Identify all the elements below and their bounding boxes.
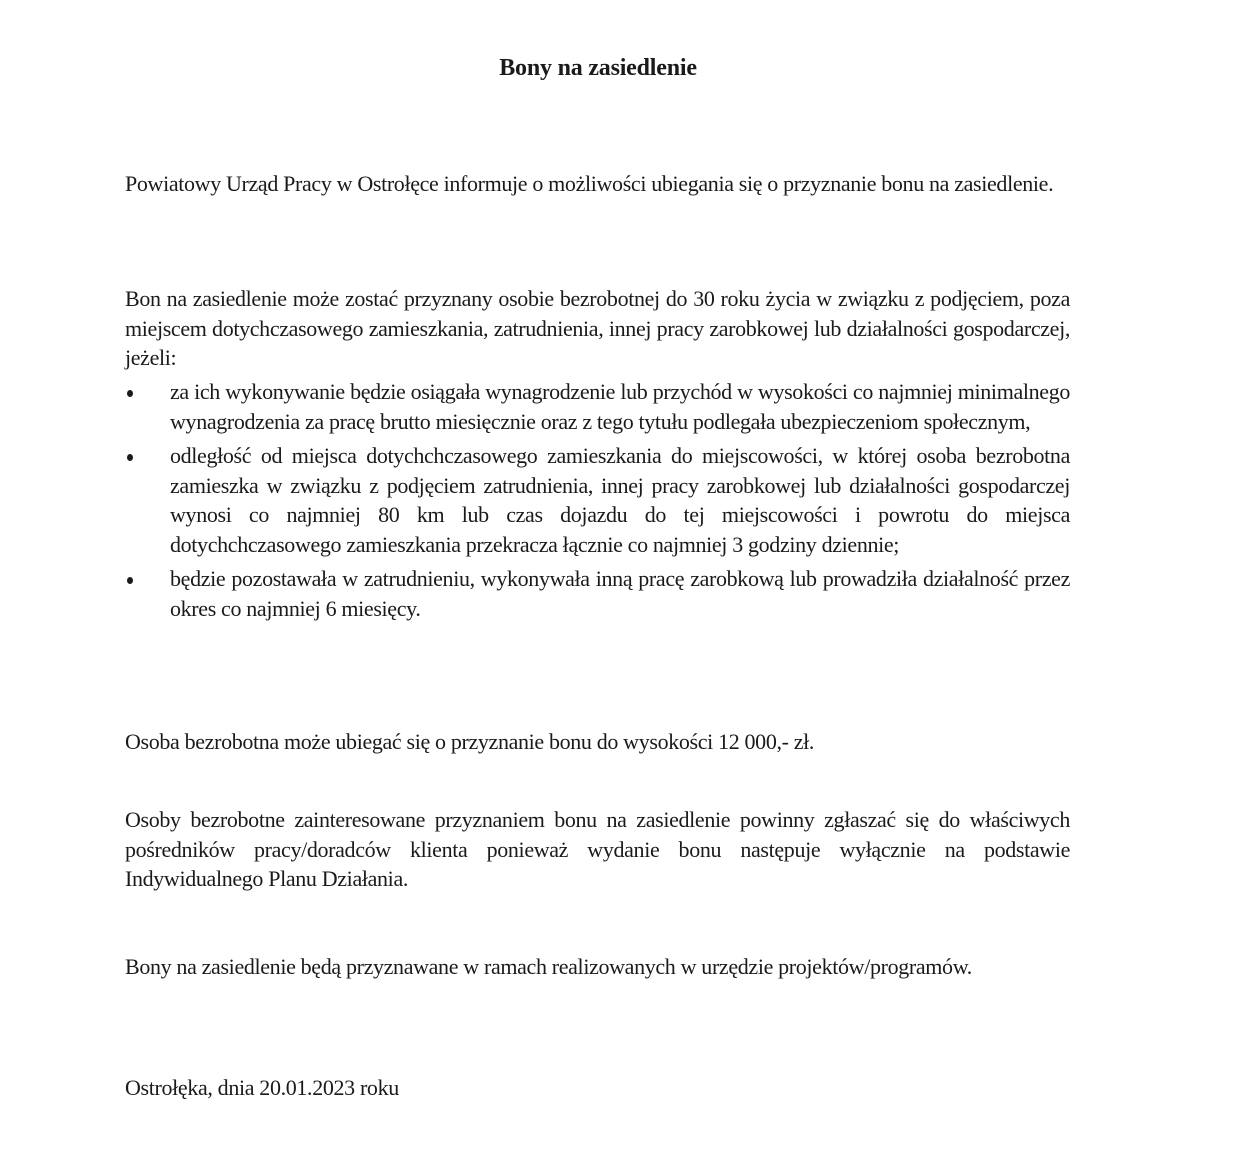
condition-text: odległość od miejsca dotychchczasowego zamieszkania do miejscowości, w której osoba bezrobotna zamieszka w związku z podjęciem zatrudnienia, innej pracy zarobkowej lub działalności gospodarczej wynosi co najmniej 80 km lub czas dojazdu do tej miejscowości i powrotu do miejsca dotychchczasowego zamieszkania przekracza łącznie co najmniej 3 godziny dziennie; <box>170 443 1070 557</box>
bullet-icon <box>125 441 135 471</box>
condition-item <box>125 441 1070 559</box>
programs-info-paragraph: Bony na zasiedlenie będą przyznawane w ramach realizowanych w urzędzie projektów/programów. <box>125 954 972 979</box>
amount-paragraph: Osoba bezrobotna może ubiegać się o przyznanie bonu do wysokości 12 000,- zł. <box>125 729 815 754</box>
place-date: Ostrołęka, dnia 20.01.2023 roku <box>125 1075 399 1100</box>
conditions-list <box>125 377 1070 628</box>
bullet-icon <box>125 377 135 407</box>
conditions-lead-paragraph: Bon na zasiedlenie może zostać przyznany osobie bezrobotnej do 30 roku życia w związku z podjęciem, poza miejscem dotychczasowego zamieszkania, zatrudnienia, innej pracy zarobkowej lub działalności gospodarczej, jeżeli: <box>125 286 1070 370</box>
intro-paragraph: Powiatowy Urząd Pracy w Ostrołęce informuje o możliwości ubiegania się o przyznanie bonu na zasiedlenie. <box>125 171 1054 196</box>
condition-item <box>125 377 1070 436</box>
bullet-icon <box>125 564 135 594</box>
condition-item <box>125 564 1070 623</box>
condition-text: będzie pozostawała w zatrudnieniu, wykonywała inną pracę zarobkową lub prowadziła działalność przez okres co najmniej 6 miesięcy. <box>170 566 1070 621</box>
condition-text: za ich wykonywanie będzie osiągała wynagrodzenie lub przychód w wysokości co najmniej minimalnego wynagrodzenia za pracę brutto miesięcznie oraz z tego tytułu podlegała ubezpieczeniom społecznym, <box>170 379 1070 434</box>
application-info-paragraph: Osoby bezrobotne zainteresowane przyznaniem bonu na zasiedlenie powinny zgłaszać się do właściwych pośredników pracy/doradców klienta ponieważ wydanie bonu następuje wyłącznie na podstawie Indywidualnego Planu Działania. <box>125 807 1070 891</box>
document-title: Bony na zasiedlenie <box>499 55 697 81</box>
